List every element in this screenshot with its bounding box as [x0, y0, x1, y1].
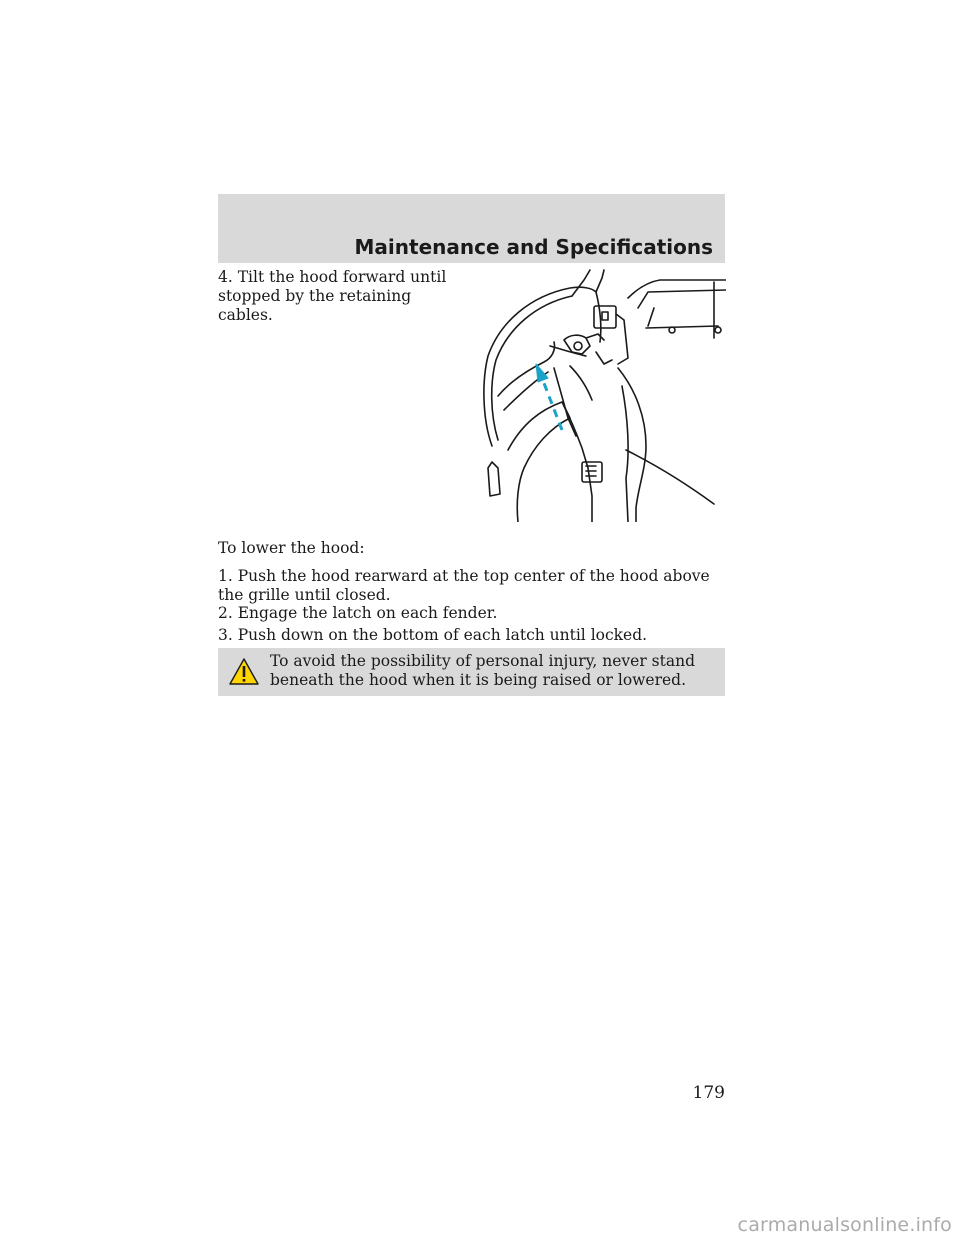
step-2-text: 2. Engage the latch on each fender. [218, 604, 498, 622]
step-3-text: 3. Push down on the bottom of each latch until locked. [218, 626, 648, 644]
page-number: 179 [692, 1083, 725, 1103]
step-1-text: 1. Push the hood rearward at the top center of the hood above the grille until closed. [218, 567, 710, 604]
warning-text: To avoid the possibility of personal injury, never stand beneath the hood when it is being raised or lowered. [270, 652, 696, 689]
warning-triangle-icon [228, 657, 260, 686]
section-title: Maintenance and Specifications [354, 235, 713, 259]
warning-box [218, 648, 725, 696]
lower-hood-heading: To lower the hood: [218, 539, 365, 557]
step-4-text: 4. Tilt the hood forward until stopped by the retaining cables. [218, 268, 447, 324]
section-header [218, 194, 725, 263]
watermark: carmanualsonline.info [737, 1214, 952, 1236]
hood-tilt-illustration [478, 268, 726, 522]
